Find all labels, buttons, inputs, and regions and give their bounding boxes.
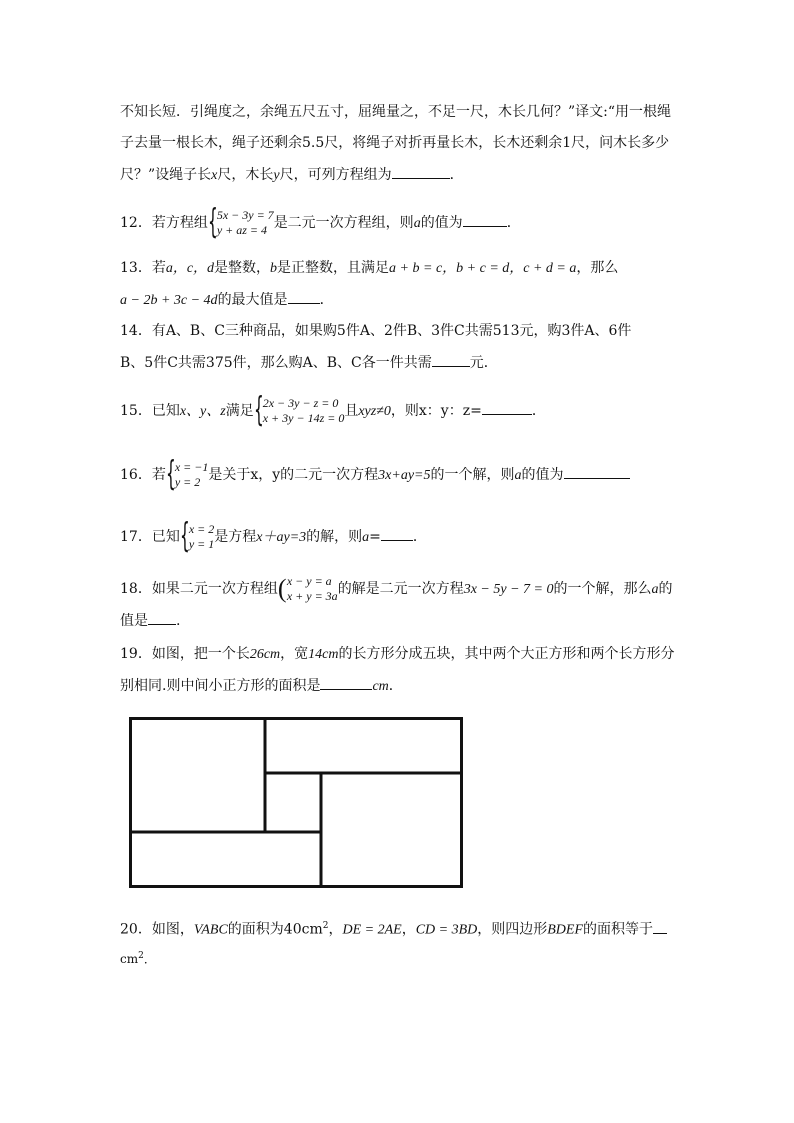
left-brace-icon: { (165, 454, 176, 494)
q17-text2: 的解，则 (306, 529, 363, 545)
q19-end: ． (388, 678, 403, 694)
answer-blank-18[interactable] (148, 610, 176, 625)
left-paren-icon: ( (277, 574, 287, 603)
left-brace-icon: { (179, 516, 190, 556)
q17-var: a (362, 530, 370, 545)
q16-number: 16．若 (120, 467, 166, 483)
q12-eq1: 5x − 3y = 7 (216, 208, 274, 222)
q17-eq2: y = 1 (188, 537, 215, 551)
q13-expression: a − 2b + 3c − 4d (120, 293, 218, 308)
q12-var: a (413, 216, 421, 231)
question-13-line-1 (120, 258, 618, 279)
q19-text-line2: 别相同.则中间小正方形的面积是 (120, 678, 321, 694)
question-19-line-2 (120, 675, 403, 697)
answer-blank-11[interactable] (392, 164, 450, 179)
q19-width: 14cm (308, 647, 339, 662)
question-20-line-2 (120, 946, 156, 969)
q20-end: ． (143, 952, 156, 966)
q13-vars: a，c，d (165, 261, 215, 276)
q20-eq1: DE = 2AE (342, 922, 402, 938)
q15-text2: 且 (344, 403, 359, 419)
q20-comma: ， (401, 921, 416, 938)
q19-text-c: 的长方形分成五块，其中两个大正方形和两个长方形分 (338, 646, 675, 662)
q12-text2: 的值为 (420, 215, 463, 231)
intro-text-1: 不知长短．引绳度之，余绳五尺五寸，屈绳量之，不足一尺，木长几何？”译文:“用一根绳 (120, 104, 672, 120)
answer-blank-19[interactable] (320, 675, 372, 690)
question-12 (120, 202, 521, 242)
q18-text2: 的一个解，那么 (553, 581, 652, 597)
question-18-line-1 (120, 574, 672, 604)
answer-blank-16[interactable] (564, 464, 630, 479)
q15-end: ． (531, 403, 546, 419)
question-15 (120, 390, 546, 430)
q20-text-a: 20．如图， (120, 921, 194, 938)
q18-var: a (651, 582, 659, 597)
q15-system (253, 390, 345, 430)
q19-unit: cm (372, 679, 389, 694)
intro-line-1 (120, 102, 671, 122)
q12-text: 是二元一次方程组，则 (273, 215, 414, 231)
var-x: x (211, 168, 218, 183)
rectangle-partition-figure (129, 717, 465, 891)
q20-unit-superscript: 2 (138, 951, 144, 961)
q16-eq1: x = −1 (174, 460, 209, 474)
left-brace-icon: { (207, 202, 218, 242)
q20-sep: ， (328, 921, 343, 938)
q20-triangle: VABC (193, 922, 228, 938)
q18-system (278, 574, 338, 604)
q17-text: 是方程 (214, 529, 257, 545)
q14-text-1: 14．有A、B、C三种商品，如果购5件A、2件B、3件C共需513元，购3件A、6件 (120, 323, 632, 339)
answer-blank-14[interactable] (432, 352, 470, 367)
q15-text: 满足 (225, 403, 254, 419)
answer-blank-20[interactable] (653, 919, 667, 934)
q13-text-c: 是正整数，且满足 (277, 260, 390, 276)
intro-text-3b: 尺，木长 (217, 167, 274, 183)
intro-text-2: 子去量一根长木，绳子还剩余5.5尺，将绳子对折再量长木，长木还剩余1尺，问木长多少 (120, 135, 670, 151)
answer-blank-13[interactable] (288, 289, 320, 304)
q19-text-a: 19．如图，把一个长 (120, 646, 250, 662)
q15-eq1: 2x − 3y − z = 0 (262, 396, 339, 410)
q18-text-line2: 值是 (120, 613, 148, 629)
q18-eq2: x + y = 3a (286, 589, 338, 603)
q16-system (165, 454, 209, 494)
question-19-line-1 (120, 644, 674, 665)
q20-eq2: CD = 3BD (415, 922, 478, 938)
q16-equation: 3x+ay=5 (378, 468, 431, 483)
q13-text-a: 13．若 (120, 260, 166, 276)
q14-end: 元． (469, 355, 498, 371)
question-14-line-2 (120, 352, 498, 373)
q15-vars: x、y、z (179, 404, 226, 419)
q13-condition: a + b = c，b + c = d，c + d = a (389, 261, 577, 276)
left-brace-icon: { (253, 390, 264, 430)
intro-end: ． (449, 167, 464, 183)
intro-line-2 (120, 133, 669, 153)
answer-blank-17[interactable] (381, 526, 413, 541)
q20-unit: cm (120, 952, 139, 966)
q19-text-b: ，宽 (280, 646, 309, 662)
q13-var-b: b (270, 261, 278, 276)
q13-text-d: ，那么 (576, 260, 619, 276)
answer-blank-15[interactable] (482, 400, 532, 415)
q15-eq2: x + 3y − 14z = 0 (262, 411, 345, 425)
intro-text-3a: 尺？”设绳子长 (120, 167, 212, 183)
q17-end: ． (412, 529, 427, 545)
q12-end: ． (506, 215, 521, 231)
q20-quadrilateral: BDEF (547, 922, 584, 938)
q17-number: 17．已知 (120, 529, 180, 545)
q18-eq1: x − y = a (286, 574, 332, 588)
q17-equation: x＋ay=3 (256, 530, 307, 545)
q17-text3: = (369, 529, 381, 545)
q20-text-d: 的面积等于 (583, 921, 654, 938)
outer-rectangle (131, 719, 462, 887)
q16-text: 是关于x，y的二元一次方程 (208, 467, 379, 483)
q18-text: 的解是二元一次方程 (337, 581, 464, 597)
q12-system (207, 202, 274, 242)
q18-end: . (176, 613, 181, 629)
question-16 (120, 454, 630, 494)
q16-text3: 的值为 (521, 467, 564, 483)
question-17 (120, 516, 427, 556)
q13-text-b: 是整数， (214, 260, 271, 276)
answer-blank-12[interactable] (463, 212, 507, 227)
q18-equation: 3x − 5y − 7 = 0 (463, 582, 554, 597)
q15-number: 15．已知 (120, 403, 180, 419)
q15-text3: ，则x：y：z= (390, 403, 482, 419)
q12-number: 12．若方程组 (120, 215, 208, 231)
q16-var: a (514, 468, 522, 483)
intro-text-3c: 尺，可列方程组为 (279, 167, 392, 183)
q14-text-2: B、5件C共需375件，那么购A、B、C各一件共需 (120, 355, 432, 371)
q17-eq1: x = 2 (188, 522, 215, 536)
intro-line-3 (120, 164, 464, 186)
question-20-line-1 (120, 916, 667, 941)
q20-superscript: 2 (322, 921, 329, 931)
q18-text3: 的 (658, 581, 673, 597)
q17-system (179, 516, 215, 556)
q16-text2: 的一个解，则 (430, 467, 515, 483)
question-13-line-2 (120, 289, 334, 311)
q20-text-c: ，则四边形 (477, 921, 548, 938)
q15-condition: xyz≠0 (358, 404, 391, 419)
q13-end: ． (319, 292, 334, 308)
q18-number: 18．如果二元一次方程组 (120, 581, 278, 597)
var-y: y (273, 168, 280, 183)
q12-eq2: y + az = 4 (216, 223, 268, 237)
q20-text-b: 的面积为40cm (227, 921, 323, 938)
q13-text-e: 的最大值是 (217, 292, 288, 308)
question-18-line-2 (120, 610, 180, 631)
q16-eq2: y = 2 (174, 475, 201, 489)
q19-length: 26cm (249, 647, 281, 662)
question-14-line-1 (120, 321, 631, 341)
